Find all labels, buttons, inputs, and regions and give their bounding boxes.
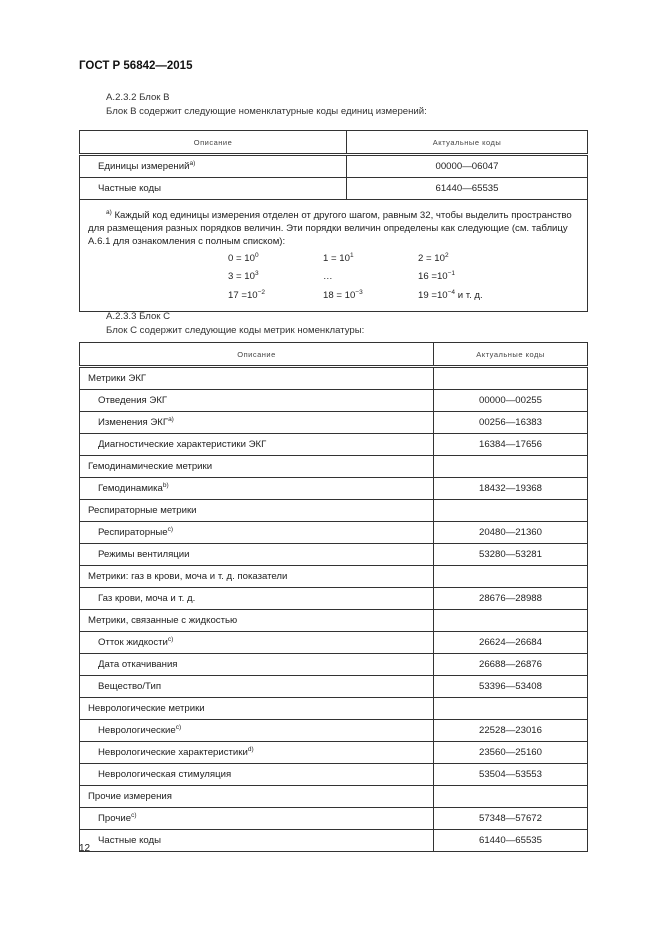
- description-text: Частные коды: [98, 183, 162, 195]
- row-code: 16384—17656: [434, 434, 588, 456]
- row-description: [80, 500, 434, 522]
- row-description: [80, 588, 434, 610]
- row-description: [80, 522, 434, 544]
- row-description: [80, 390, 434, 412]
- magnitude-base: 3 = 10: [228, 271, 255, 283]
- row-description: [80, 478, 434, 500]
- block-b-table: [79, 130, 588, 312]
- magnitude-exponent: 1: [349, 252, 354, 260]
- table-row: [80, 434, 588, 456]
- row-code: 23560—25160: [434, 742, 588, 764]
- table-group-row: [80, 786, 588, 808]
- row-code: 53396—53408: [434, 676, 588, 698]
- row-description: [80, 698, 434, 720]
- column-header-description: Описание: [80, 343, 434, 367]
- magnitude-list: [228, 248, 579, 303]
- row-description: [80, 367, 434, 390]
- table-row: [80, 676, 588, 698]
- description-text: Метрики: газ в крови, моча и т. д. показатели: [88, 571, 288, 583]
- table-footnote: [80, 200, 588, 312]
- footnote-mark: c): [175, 724, 182, 732]
- description-text: Респираторные: [98, 527, 168, 539]
- footnote-mark: а): [189, 160, 196, 168]
- row-description: [80, 742, 434, 764]
- description-text: Неврологическая стимуляция: [98, 769, 232, 781]
- table-group-row: [80, 367, 588, 390]
- magnitude-item: [418, 248, 528, 266]
- row-code: [434, 367, 588, 390]
- table-row: [80, 742, 588, 764]
- description-text: Гемодинамика: [98, 483, 163, 495]
- footnote-mark: а): [106, 209, 112, 216]
- row-description: [80, 412, 434, 434]
- table-row: [80, 522, 588, 544]
- table-row: [80, 654, 588, 676]
- row-code: 00000—00255: [434, 390, 588, 412]
- document-header: ГОСТ Р 56842—2015: [79, 60, 193, 72]
- table-group-row: [80, 610, 588, 632]
- magnitude-item: [323, 248, 418, 266]
- magnitude-exponent: −1: [447, 270, 456, 278]
- row-code: [434, 456, 588, 478]
- row-code: [434, 786, 588, 808]
- footnote-text: Каждый код единицы измерения отделен от другого шагом, равным 32, чтобы выделить пространство для размещения разных порядков величин. Эти порядки величин определены как следующие (см. таблицу А.6.1 для ознакомления с полным списком):: [88, 210, 572, 248]
- description-text: Газ крови, моча и т. д.: [98, 593, 196, 605]
- magnitude-base: …: [323, 271, 333, 283]
- magnitude-item: [323, 285, 418, 303]
- description-text: Неврологические характеристики: [98, 747, 248, 759]
- table-row: [80, 830, 588, 852]
- table-row: [80, 412, 588, 434]
- magnitude-exponent: 0: [254, 252, 259, 260]
- row-description: [80, 155, 347, 178]
- row-code: 22528—23016: [434, 720, 588, 742]
- row-code: [434, 698, 588, 720]
- row-description: [80, 566, 434, 588]
- table-row: [80, 808, 588, 830]
- description-text: Метрики, связанные с жидкостью: [88, 615, 238, 627]
- footnote-mark: d): [247, 746, 254, 754]
- column-header-codes: Актуальные коды: [434, 343, 588, 367]
- section-title-block-b: А.2.3.2 Блок В: [106, 92, 170, 103]
- table-row: [80, 178, 588, 200]
- description-text: Режимы вентиляции: [98, 549, 190, 561]
- table-row: [80, 155, 588, 178]
- row-description: [80, 808, 434, 830]
- table-row: [80, 478, 588, 500]
- row-description: [80, 786, 434, 808]
- footnote-mark: c): [167, 636, 174, 644]
- table-row: [80, 544, 588, 566]
- table-group-row: [80, 566, 588, 588]
- description-text: Вещество/Тип: [98, 681, 162, 693]
- row-code: 26688—26876: [434, 654, 588, 676]
- row-code: [434, 500, 588, 522]
- section-intro-block-c: Блок С содержит следующие коды метрик номенклатуры:: [106, 325, 365, 336]
- magnitude-item: [228, 285, 323, 303]
- footnote-mark: c): [131, 812, 137, 820]
- table-group-row: [80, 456, 588, 478]
- row-description: [80, 654, 434, 676]
- row-code: 00000—06047: [347, 155, 588, 178]
- table-group-row: [80, 698, 588, 720]
- row-code: 00256—16383: [434, 412, 588, 434]
- row-code: 53504—53553: [434, 764, 588, 786]
- table-row: [80, 764, 588, 786]
- table-row: [80, 588, 588, 610]
- description-text: Отток жидкости: [98, 637, 168, 649]
- magnitude-item: [418, 285, 528, 303]
- magnitude-base: 0 = 10: [228, 253, 255, 265]
- column-header-description: Описание: [80, 131, 347, 155]
- row-description: [80, 632, 434, 654]
- magnitude-base: 18 = 10: [323, 289, 356, 301]
- magnitude-base: 16 =10: [418, 271, 448, 283]
- table-row: [80, 720, 588, 742]
- description-text: Неврологические метрики: [88, 703, 205, 715]
- magnitude-base: 2 = 10: [418, 253, 445, 265]
- row-code: 61440—65535: [434, 830, 588, 852]
- footnote-mark: c): [167, 526, 174, 534]
- row-description: [80, 720, 434, 742]
- page-number: 12: [79, 843, 91, 854]
- description-text: Диагностические характеристики ЭКГ: [98, 439, 267, 451]
- row-code: 20480—21360: [434, 522, 588, 544]
- description-text: Изменения ЭКГ: [98, 417, 169, 429]
- row-code: 18432—19368: [434, 478, 588, 500]
- section-title-block-c: А.2.3.3 Блок С: [106, 311, 171, 322]
- description-text: Частные коды: [98, 835, 162, 847]
- row-description: [80, 434, 434, 456]
- row-code: 57348—57672: [434, 808, 588, 830]
- magnitude-base: 19 =10: [418, 289, 448, 301]
- row-code: 61440—65535: [347, 178, 588, 200]
- description-text: Прочие измерения: [88, 791, 172, 803]
- description-text: Респираторные метрики: [88, 505, 197, 517]
- row-code: 26624—26684: [434, 632, 588, 654]
- magnitude-exponent: 2: [444, 252, 449, 260]
- magnitude-item: [418, 266, 528, 284]
- description-text: Прочие: [98, 813, 132, 825]
- section-intro-block-b: Блок В содержит следующие номенклатурные коды единиц измерений:: [106, 106, 427, 117]
- table-row: [80, 390, 588, 412]
- magnitude-exponent: −2: [257, 288, 266, 296]
- row-code: [434, 610, 588, 632]
- description-text: Гемодинамические метрики: [88, 461, 213, 473]
- footnote-mark: b): [162, 482, 169, 490]
- magnitude-base: 1 = 10: [323, 253, 350, 265]
- row-description: [80, 456, 434, 478]
- description-text: Единицы измерений: [98, 161, 190, 173]
- row-description: [80, 610, 434, 632]
- row-description: [80, 676, 434, 698]
- etc-text: и т. д.: [455, 289, 483, 301]
- row-code: 53280—53281: [434, 544, 588, 566]
- row-code: [434, 566, 588, 588]
- block-c-table: [79, 342, 588, 852]
- table-row: [80, 632, 588, 654]
- magnitude-base: 17 =10: [228, 289, 258, 301]
- table-group-row: [80, 500, 588, 522]
- row-description: [80, 830, 434, 852]
- row-description: [80, 178, 347, 200]
- magnitude-exponent: −3: [355, 288, 363, 296]
- description-text: Метрики ЭКГ: [88, 373, 147, 385]
- row-code: 28676—28988: [434, 588, 588, 610]
- magnitude-item: [323, 266, 418, 284]
- column-header-codes: Актуальные коды: [347, 131, 588, 155]
- magnitude-item: [228, 248, 323, 266]
- description-text: Отведения ЭКГ: [98, 395, 168, 407]
- magnitude-item: [228, 266, 323, 284]
- magnitude-exponent: −4: [447, 288, 456, 296]
- row-description: [80, 764, 434, 786]
- magnitude-exponent: 3: [254, 270, 259, 278]
- footnote-mark: а): [168, 416, 174, 424]
- description-text: Дата откачивания: [98, 659, 178, 671]
- row-description: [80, 544, 434, 566]
- description-text: Неврологические: [98, 725, 176, 737]
